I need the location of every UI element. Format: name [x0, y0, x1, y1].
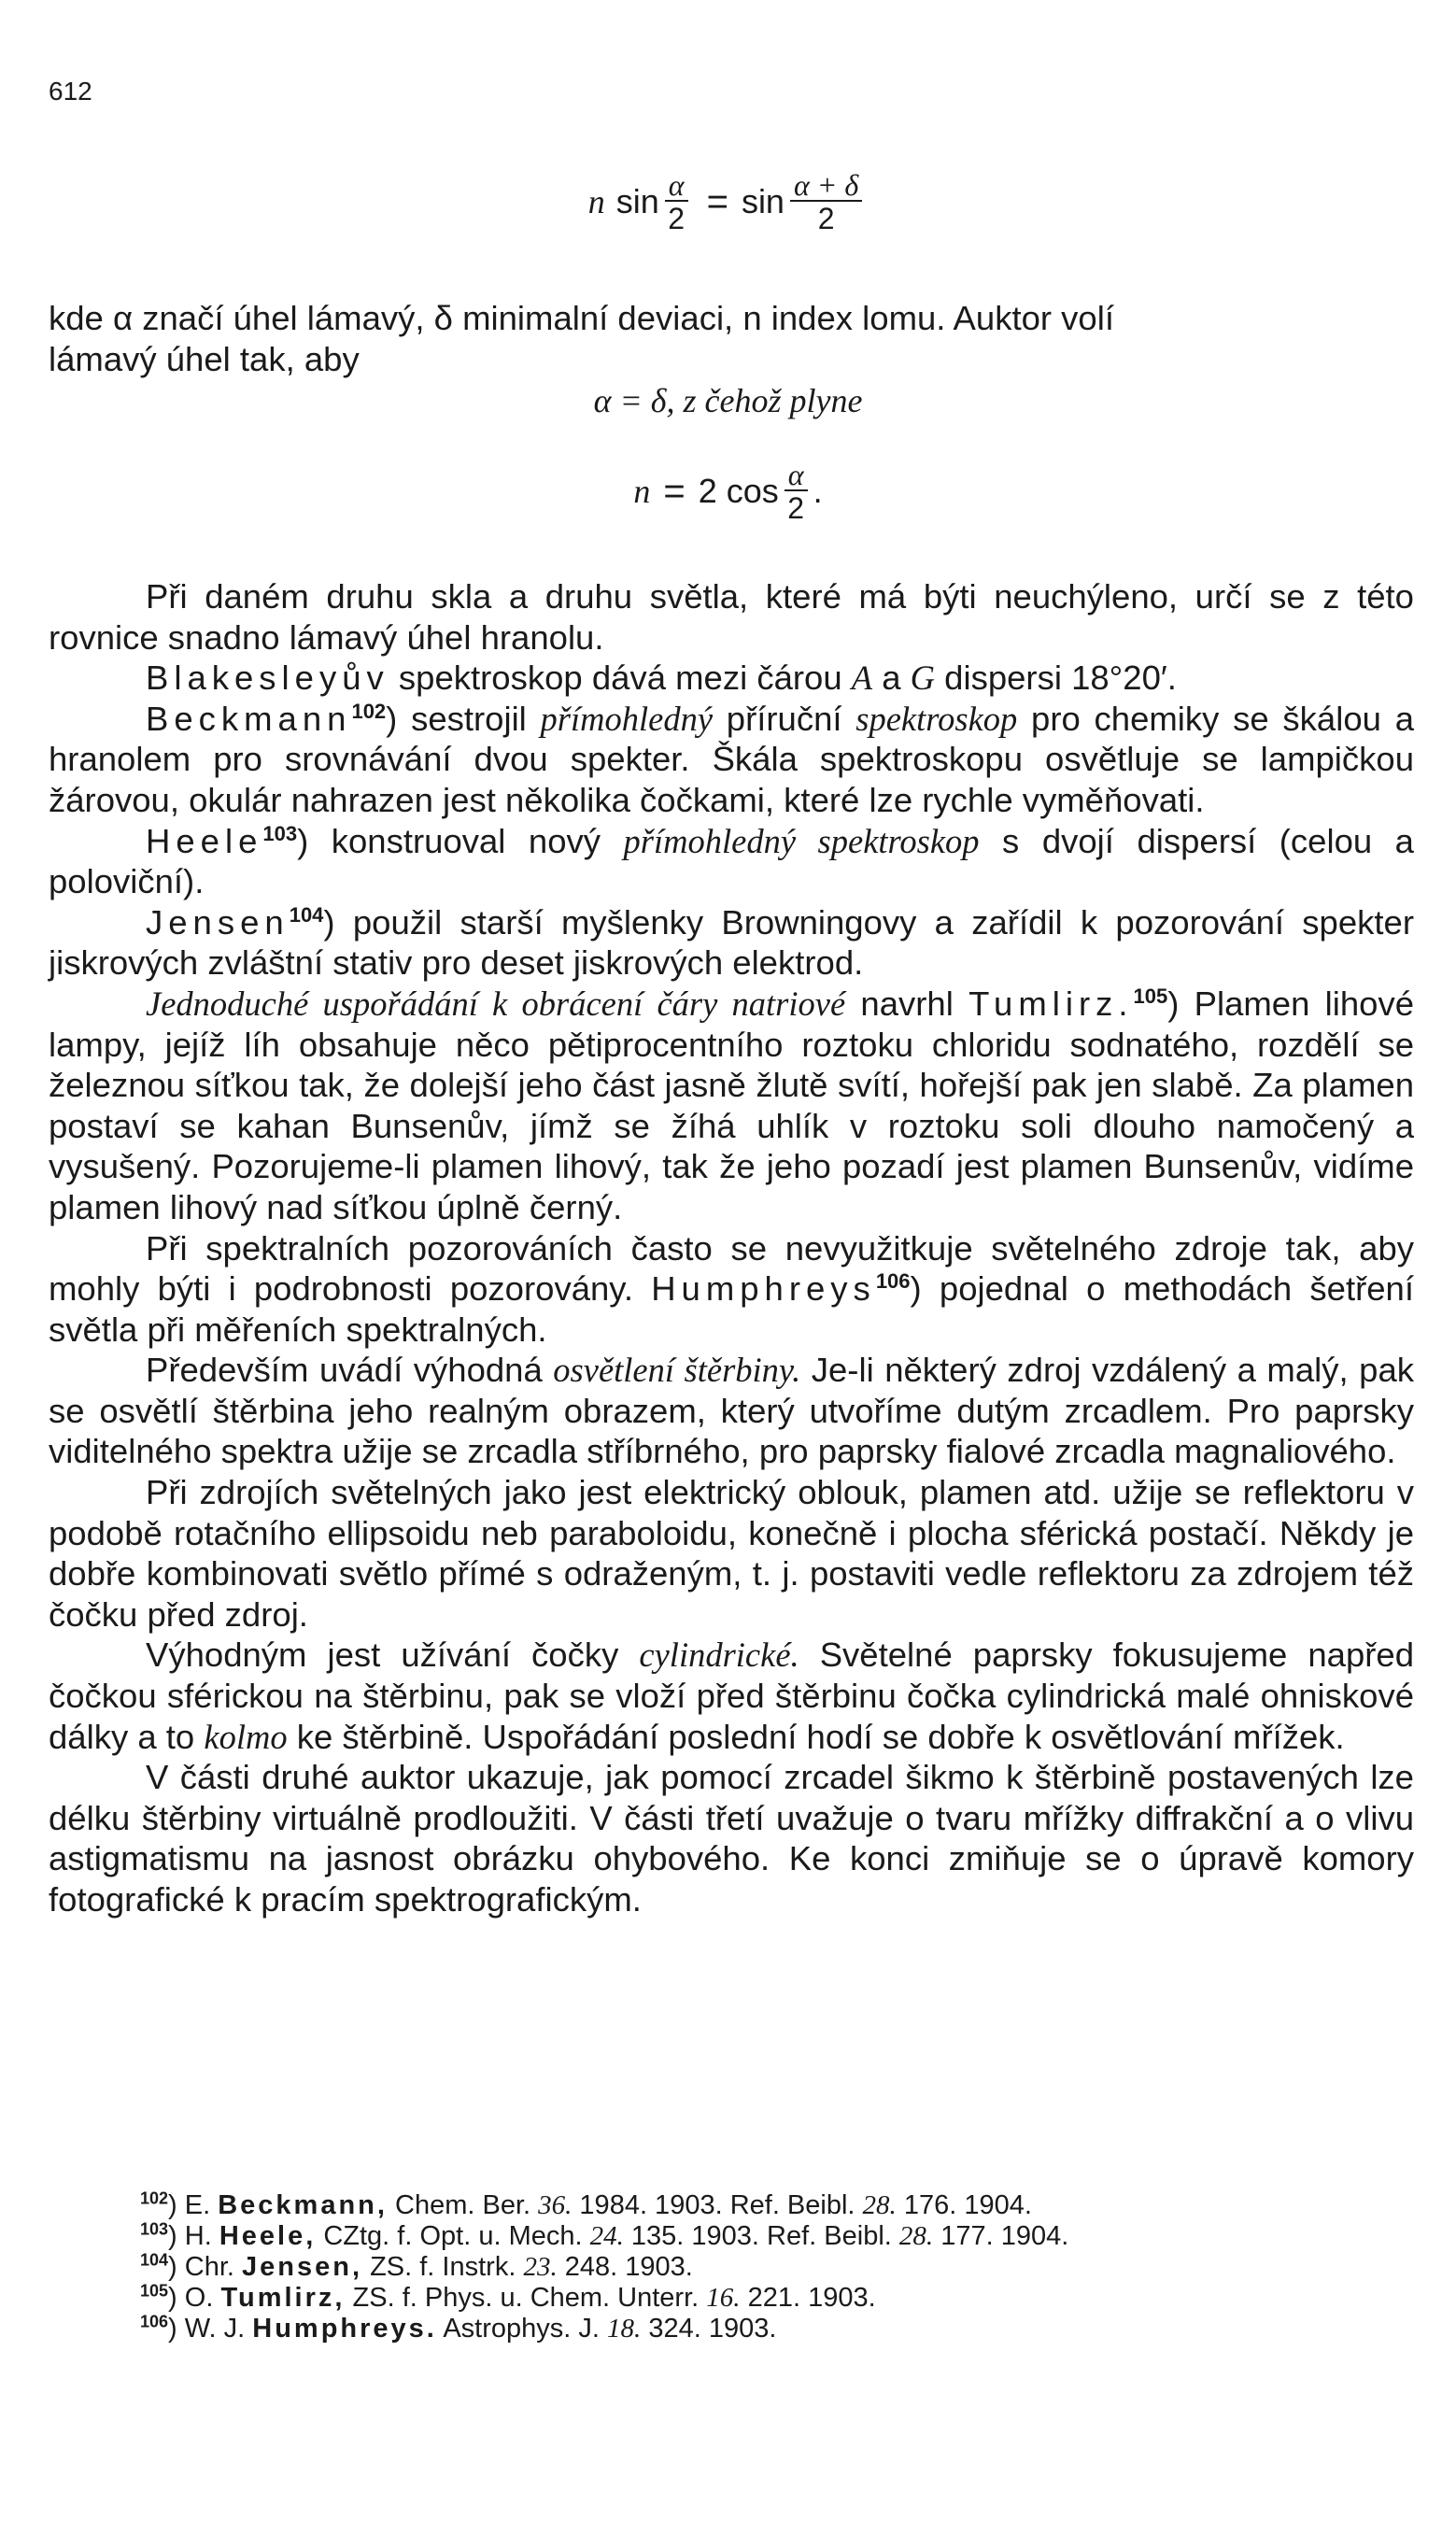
footnote-text: 221. 1903.	[740, 2283, 876, 2313]
footnote-ref-103: 103	[262, 821, 298, 845]
footnote-text: ) O.	[168, 2283, 221, 2313]
footnote-mark: 106	[140, 2312, 169, 2331]
paragraph-10-text-2: Světelné paprsky fokusujeme napřed čočkou sférickou na štěrbinu, pak se vloží před štěrbinu čočka cylindrická malé ohniskové dálky a to	[49, 1636, 1414, 1756]
author-beckmann: Beckmann	[146, 699, 352, 738]
footnote-102	[140, 2190, 1354, 2221]
fraction-left-denominator: 2	[668, 202, 686, 235]
footnote-text: 177. 1904.	[933, 2221, 1069, 2251]
paragraph-2-and: a	[872, 659, 911, 698]
footnote-volume: 16.	[706, 2283, 741, 2313]
fraction-right-denominator: 2	[817, 202, 835, 235]
footnote-text: ) Chr.	[168, 2252, 243, 2282]
paragraph-11: V části druhé auktor ukazuje, jak pomocí zrcadel šikmo k štěrbině postavených lze délku štěrbiny virtuálně prodloužiti. V části třetí uvažuje o tvaru mřížky diffrakční a o vlivu astigmatismu na jasnost obrázku ohybového. Ke konci zmiňuje se o úpravě komory fotografické k pracím spektrografickým.	[49, 1758, 1414, 1919]
formula-3-n: n	[633, 473, 651, 510]
footnote-volume: 18.	[607, 2314, 642, 2344]
fraction-left	[665, 170, 688, 234]
footnote-mark: 104	[140, 2250, 169, 2270]
line-g: G	[910, 659, 936, 698]
page-number: 612	[49, 77, 92, 106]
fraction-right-numerator: α + δ	[793, 168, 859, 202]
fraction-right	[790, 170, 862, 234]
footnote-text: 1984. 1903. Ref. Beibl.	[572, 2190, 863, 2220]
paragraph-3-text-2: příruční	[713, 699, 856, 738]
paragraph-10-text-1: Výhodným jest užívání čočky	[146, 1636, 640, 1675]
fraction-cos	[785, 460, 808, 523]
paragraph-6-text-1: navrhl	[845, 984, 969, 1023]
intro-text	[49, 298, 1414, 379]
paragraph-2	[49, 658, 1414, 699]
footnote-ref-106: 106	[875, 1268, 911, 1293]
body-text	[49, 576, 1414, 1920]
fraction-left-numerator: α	[668, 168, 685, 202]
paragraph-6-text-2: ) Plamen lihové lampy, jejíž líh obsahuje něco pětiprocentního roztoku chloridu sodnatého, rozdělí se železnou síťkou tak, že dolejší jeho část jasně žlutě svítí, hořejší pak jen slabě. Za plamen postaví se kahan Bunsenův, jímž se žíhá uhlík v roztoku soli dlouho namočený a vysušený. Pozorujeme-li plamen lihový, tak že jeho pozadí jest plamen Bunsenův, vidíme plamen lihový nad síťkou úplně černý.	[49, 984, 1415, 1226]
formula-3-rhs: 2 cos	[698, 472, 779, 510]
paragraph-8	[49, 1350, 1414, 1472]
footnote-text: Astrophys. J.	[436, 2314, 608, 2344]
paragraph-8-text-1: Především uvádí výhodná	[146, 1351, 554, 1390]
footnote-text: 248. 1903.	[557, 2252, 693, 2282]
footnote-text: 135. 1903. Ref. Beibl.	[623, 2221, 899, 2251]
paragraph-4-text-2: s dvojí dispersí (celou a poloviční).	[49, 821, 1414, 901]
author-jensen: Jensen	[146, 902, 290, 942]
footnote-volume: 24.	[589, 2221, 624, 2251]
paragraph-8-emph-1: osvětlení štěrbiny.	[553, 1351, 801, 1390]
author-humphreys: Humphreys	[651, 1269, 876, 1309]
formula-sin-right: sin	[741, 182, 785, 220]
footnote-103	[140, 2221, 1354, 2252]
footnote-author: Tumlirz,	[220, 2283, 346, 2313]
author-tumlirz: Tumlirz.	[968, 984, 1134, 1023]
footnote-volume: 28.	[898, 2221, 934, 2251]
footnote-104	[140, 2252, 1354, 2283]
fraction-cos-denominator: 2	[787, 491, 805, 525]
formula-2-text: α = δ, z čehož plyne	[593, 382, 863, 419]
footnote-text: 176. 1904.	[896, 2190, 1032, 2220]
paragraph-10-text-3: ke štěrbině. Uspořádání poslední hodí se dobře k osvětlování mřížek.	[287, 1717, 1345, 1756]
paragraph-4-text-1: ) konstruoval nový	[297, 821, 624, 860]
paragraph-10-emph-2: kolmo	[204, 1717, 288, 1756]
paragraph-2-tail: dispersi 18°20′.	[935, 659, 1177, 698]
paragraph-10	[49, 1635, 1414, 1757]
footnote-106	[140, 2314, 1354, 2344]
line-a: A	[851, 659, 873, 698]
paragraph-5-text-1: ) použil starší myšlenky Browningovy a zařídil k pozorování spekter jiskrových zvláštní stativ pro deset jiskrových elektrod.	[49, 902, 1414, 983]
paragraph-6	[49, 984, 1414, 1228]
footnote-text: Chem. Ber.	[387, 2190, 539, 2220]
paragraph-5	[49, 902, 1414, 984]
author-heele: Heele	[146, 821, 263, 860]
intro-line-1: kde α značí úhel lámavý, δ minimalní deviaci, n index lomu. Auktor volí	[49, 299, 1114, 337]
footnote-mark: 102	[140, 2188, 169, 2208]
footnote-text: ) H.	[168, 2221, 219, 2251]
footnote-author: Beckmann,	[218, 2190, 388, 2220]
paragraph-3-emph-2: spektroskop	[855, 699, 1018, 738]
footnote-text: ) E.	[168, 2190, 219, 2220]
footnote-volume: 28.	[862, 2190, 897, 2220]
paragraph-4-emph-1: přímohledný spektroskop	[623, 821, 980, 860]
paragraph-2-text: spektroskop dává mezi čárou	[389, 659, 852, 698]
footnote-text: 324. 1903.	[641, 2314, 777, 2344]
footnote-mark: 103	[140, 2219, 169, 2239]
footnote-text: CZtg. f. Opt. u. Mech.	[316, 2221, 590, 2251]
footnote-mark: 105	[140, 2281, 169, 2301]
formula-n: n	[587, 183, 605, 220]
author-blakesley: Blakesleyův	[146, 659, 389, 698]
paragraph-6-emph-1: Jednoduché uspořádání k obrácení čáry natriové	[146, 984, 846, 1023]
footnote-ref-104: 104	[289, 902, 324, 927]
formula-3-tail: .	[813, 472, 823, 510]
footnote-author: Heele,	[219, 2221, 317, 2251]
footnote-105	[140, 2283, 1354, 2314]
paragraph-3-text-3: pro chemiky se škálou a hranolem pro srovnávání dvou spekter. Škála spektroskopu osvětluje se lampičkou žárovou, okulár nahrazen jest několika čočkami, které lze rychle vyměňovati.	[49, 699, 1414, 819]
formula-alpha-delta	[0, 384, 1456, 418]
paragraph-3	[49, 699, 1414, 821]
footnote-volume: 36.	[538, 2190, 573, 2220]
footnote-author: Jensen,	[242, 2252, 363, 2282]
footnote-volume: 23.	[523, 2252, 558, 2282]
footnote-text: ZS. f. Phys. u. Chem. Unterr.	[345, 2283, 707, 2313]
footnote-author: Humphreys.	[252, 2314, 437, 2344]
formula-index	[0, 460, 1456, 523]
paragraph-7	[49, 1228, 1414, 1351]
paragraph-10-emph-1: cylindrické.	[639, 1636, 799, 1675]
paragraph-4	[49, 821, 1414, 902]
footnote-text: ) W. J.	[168, 2314, 253, 2344]
formula-refraction	[0, 170, 1456, 234]
paragraph-1: Při daném druhu skla a druhu světla, které má býti neuchýleno, určí se z této rovnice snadno lámavý úhel hranolu.	[49, 577, 1414, 657]
paragraph-8-text-2: Je-li některý zdroj vzdálený a malý, pak se osvětlí štěrbina jeho realným obrazem, který utvoříme dutým zrcadlem. Pro paprsky viditelného spektra užije se zrcadla stříbrného, pro paprsky fialové zrcadla magnaliového.	[49, 1351, 1414, 1471]
footnotes	[140, 2190, 1354, 2344]
intro-line-2: lámavý úhel tak, aby	[49, 339, 360, 378]
formula-equals: =	[706, 181, 728, 222]
formula-3-equals: =	[663, 471, 686, 512]
paragraph-3-emph-1: přímohledný	[540, 699, 714, 738]
fraction-cos-numerator: α	[787, 458, 804, 491]
paragraph-7-text-2: ) pojednal o methodách šetření světla při měřeních spektralných.	[49, 1269, 1414, 1349]
footnote-ref-105: 105	[1133, 984, 1168, 1008]
formula-sin: sin	[615, 182, 659, 220]
paragraph-7-text-1: Při spektralních pozorováních často se nevyužitkuje světelného zdroje tak, aby mohly býti i podrobnosti pozorovány.	[49, 1228, 1414, 1309]
footnote-text: ZS. f. Instrk.	[362, 2252, 524, 2282]
paragraph-9: Při zdrojích světelných jako jest elektrický oblouk, plamen atd. užije se reflektoru v podobě rotačního ellipsoidu neb paraboloidu, konečně i plocha sférická postačí. Někdy je dobře kombinovati světlo přímé s odraženým, t. j. postaviti vedle reflektoru za zdrojem též čočku před zdroj.	[49, 1473, 1414, 1634]
footnote-ref-102: 102	[351, 699, 387, 723]
paragraph-3-text-1: ) sestrojil	[386, 699, 541, 738]
